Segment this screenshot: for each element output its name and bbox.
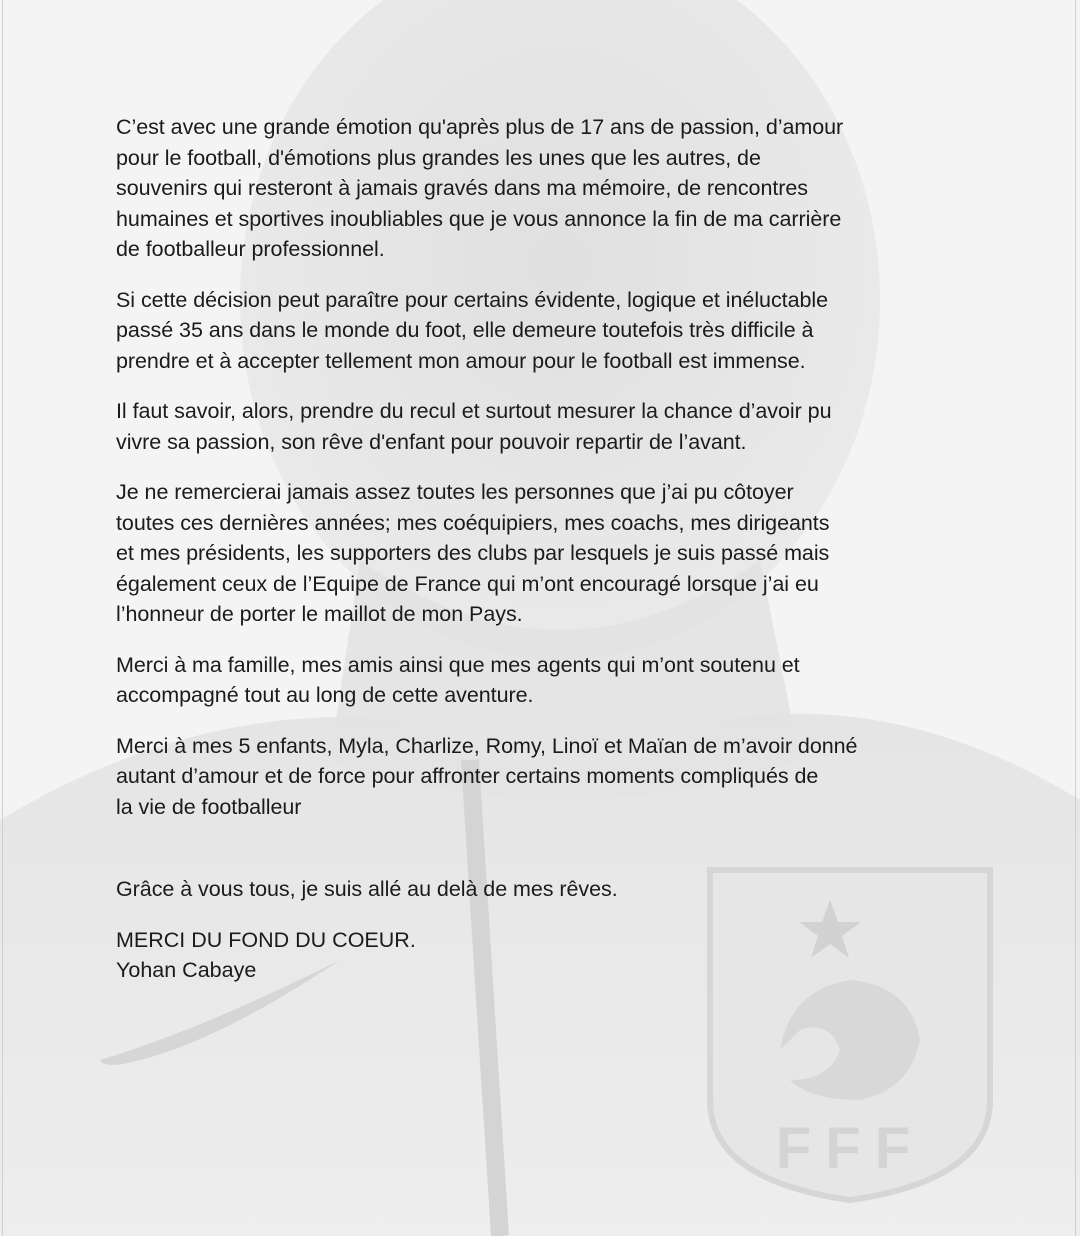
retirement-letter bbox=[116, 112, 976, 986]
closing-line: MERCI DU FOND DU COEUR. bbox=[116, 927, 416, 952]
left-edge-line bbox=[2, 0, 3, 1236]
right-edge-line bbox=[1075, 0, 1076, 1236]
letter-paragraph-3: Il faut savoir, alors, prendre du recul et surtout mesurer la chance d’avoir pu vivre sa passion, son rêve d'enfant pour pouvoir repartir de l’avant. bbox=[116, 399, 832, 454]
letter-paragraph-5: Merci à ma famille, mes amis ainsi que mes agents qui m’ont soutenu et accompagné tout au long de cette aventure. bbox=[116, 652, 800, 707]
signature: Yohan Cabaye bbox=[116, 958, 257, 982]
letter-paragraph-4: Je ne remercierai jamais assez toutes les personnes que j’ai pu côtoyer toutes ces dernières années; mes coéquipiers, mes coachs, mes dirigeants et mes présidents, les supporters des clubs par lesquels je suis passé mais également ceux de l’Equipe de France qui m’ont encouragé lorsque j’ai eu l’honneur de porter le maillot de mon Pays. bbox=[116, 480, 830, 626]
crest-letters: FFF bbox=[775, 1116, 925, 1181]
letter-paragraph-2: Si cette décision peut paraître pour certains évidente, logique et inéluctable passé 35 ans dans le monde du foot, elle demeure toutefois très difficile à prendre et à accepter tellement mon amour pour le football est immense. bbox=[116, 287, 829, 373]
letter-paragraph-1: C’est avec une grande émotion qu'après plus de 17 ans de passion, d’amour pour le football, d'émotions plus grandes les unes que les autres, de souvenirs qui resteront à jamais gravés dans ma mémoire, de rencontres humaines et sportives inoubliables que je vous annonce la fin de ma carrière de footballeur professionnel. bbox=[116, 115, 844, 261]
letter-paragraph-6: Merci à mes 5 enfants, Myla, Charlize, Romy, Linoï et Maïan de m’avoir donné autant d’amour et de force pour affronter certains moments compliqués de la vie de footballeur bbox=[116, 733, 858, 819]
gratitude-line: Grâce à vous tous, je suis allé au delà de mes rêves. bbox=[116, 877, 618, 901]
